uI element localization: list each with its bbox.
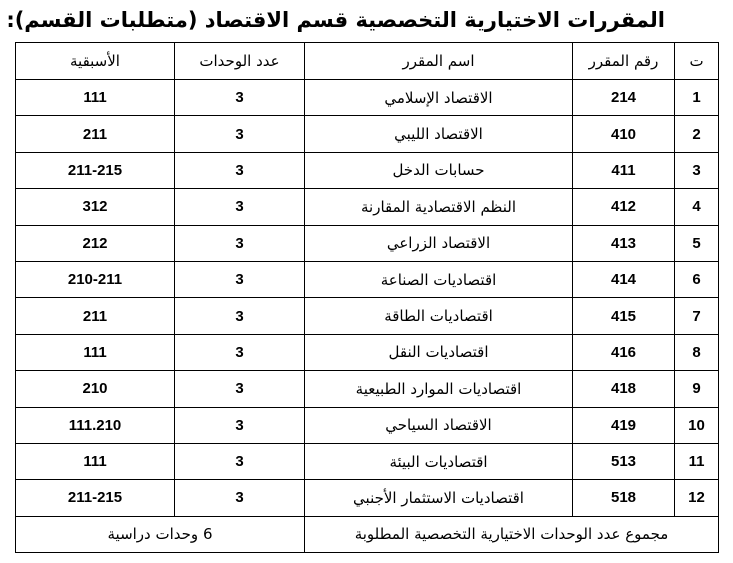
cell-units: 3: [175, 443, 305, 479]
cell-prerequisite: 210-211: [16, 261, 175, 297]
cell-index: 7: [675, 298, 719, 334]
cell-index: 11: [675, 443, 719, 479]
total-units-value: 6 وحدات دراسية: [16, 516, 305, 552]
cell-course-name: الاقتصاد السياحي: [305, 407, 573, 443]
cell-prerequisite: 211-215: [16, 152, 175, 188]
cell-index: 4: [675, 189, 719, 225]
cell-course-name: اقتصاديات البيئة: [305, 443, 573, 479]
cell-prerequisite: 212: [16, 225, 175, 261]
cell-units: 3: [175, 480, 305, 516]
cell-units: 3: [175, 225, 305, 261]
cell-course-code: 214: [573, 80, 675, 116]
cell-course-code: 414: [573, 261, 675, 297]
cell-units: 3: [175, 298, 305, 334]
page-title: المقررات الاختيارية التخصصية قسم الاقتصاد (متطلبات القسم):: [6, 8, 665, 32]
cell-course-code: 411: [573, 152, 675, 188]
cell-course-code: 412: [573, 189, 675, 225]
cell-units: 3: [175, 116, 305, 152]
cell-prerequisite: 211-215: [16, 480, 175, 516]
table-row: [16, 480, 719, 516]
cell-index: 12: [675, 480, 719, 516]
cell-course-name: الاقتصاد الإسلامي: [305, 80, 573, 116]
cell-prerequisite: 210: [16, 371, 175, 407]
cell-course-name: اقتصاديات النقل: [305, 334, 573, 370]
table-row: [16, 189, 719, 225]
cell-index: 6: [675, 261, 719, 297]
cell-course-code: 419: [573, 407, 675, 443]
table-header-row: [16, 43, 719, 80]
cell-units: 3: [175, 334, 305, 370]
cell-index: 2: [675, 116, 719, 152]
cell-index: 5: [675, 225, 719, 261]
cell-units: 3: [175, 407, 305, 443]
cell-course-name: الاقتصاد الزراعي: [305, 225, 573, 261]
header-course-code: رقم المقرر: [573, 43, 675, 80]
table-body: [16, 80, 719, 517]
table-row: [16, 298, 719, 334]
table-row: [16, 261, 719, 297]
table-footer-row: [16, 516, 719, 552]
header-index: ت: [675, 43, 719, 80]
cell-prerequisite: 111.210: [16, 407, 175, 443]
cell-prerequisite: 312: [16, 189, 175, 225]
header-prerequisite: الأسبقية: [16, 43, 175, 80]
cell-course-name: الاقتصاد الليبي: [305, 116, 573, 152]
cell-index: 9: [675, 371, 719, 407]
header-units: عدد الوحدات: [175, 43, 305, 80]
cell-prerequisite: 111: [16, 80, 175, 116]
cell-course-code: 513: [573, 443, 675, 479]
cell-prerequisite: 211: [16, 116, 175, 152]
table-row: [16, 371, 719, 407]
cell-course-code: 413: [573, 225, 675, 261]
cell-course-code: 418: [573, 371, 675, 407]
cell-index: 10: [675, 407, 719, 443]
cell-prerequisite: 111: [16, 443, 175, 479]
cell-course-name: النظم الاقتصادية المقارنة: [305, 189, 573, 225]
table-row: [16, 225, 719, 261]
cell-course-code: 518: [573, 480, 675, 516]
cell-course-code: 416: [573, 334, 675, 370]
total-units-label: مجموع عدد الوحدات الاختيارية التخصصية المطلوبة: [305, 516, 719, 552]
table-row: [16, 407, 719, 443]
cell-units: 3: [175, 80, 305, 116]
cell-prerequisite: 111: [16, 334, 175, 370]
cell-prerequisite: 211: [16, 298, 175, 334]
cell-course-code: 415: [573, 298, 675, 334]
cell-units: 3: [175, 261, 305, 297]
cell-index: 1: [675, 80, 719, 116]
cell-units: 3: [175, 189, 305, 225]
cell-course-name: اقتصاديات الطاقة: [305, 298, 573, 334]
cell-units: 3: [175, 371, 305, 407]
table-row: [16, 443, 719, 479]
table-row: [16, 116, 719, 152]
cell-course-name: اقتصاديات الصناعة: [305, 261, 573, 297]
header-course-name: اسم المقرر: [305, 43, 573, 80]
cell-course-name: حسابات الدخل: [305, 152, 573, 188]
table-row: [16, 334, 719, 370]
cell-units: 3: [175, 152, 305, 188]
table-row: [16, 152, 719, 188]
table-row: [16, 80, 719, 116]
cell-index: 8: [675, 334, 719, 370]
elective-courses-table: [15, 42, 719, 553]
cell-course-name: اقتصاديات الموارد الطبيعية: [305, 371, 573, 407]
cell-course-name: اقتصاديات الاستثمار الأجنبي: [305, 480, 573, 516]
cell-course-code: 410: [573, 116, 675, 152]
cell-index: 3: [675, 152, 719, 188]
